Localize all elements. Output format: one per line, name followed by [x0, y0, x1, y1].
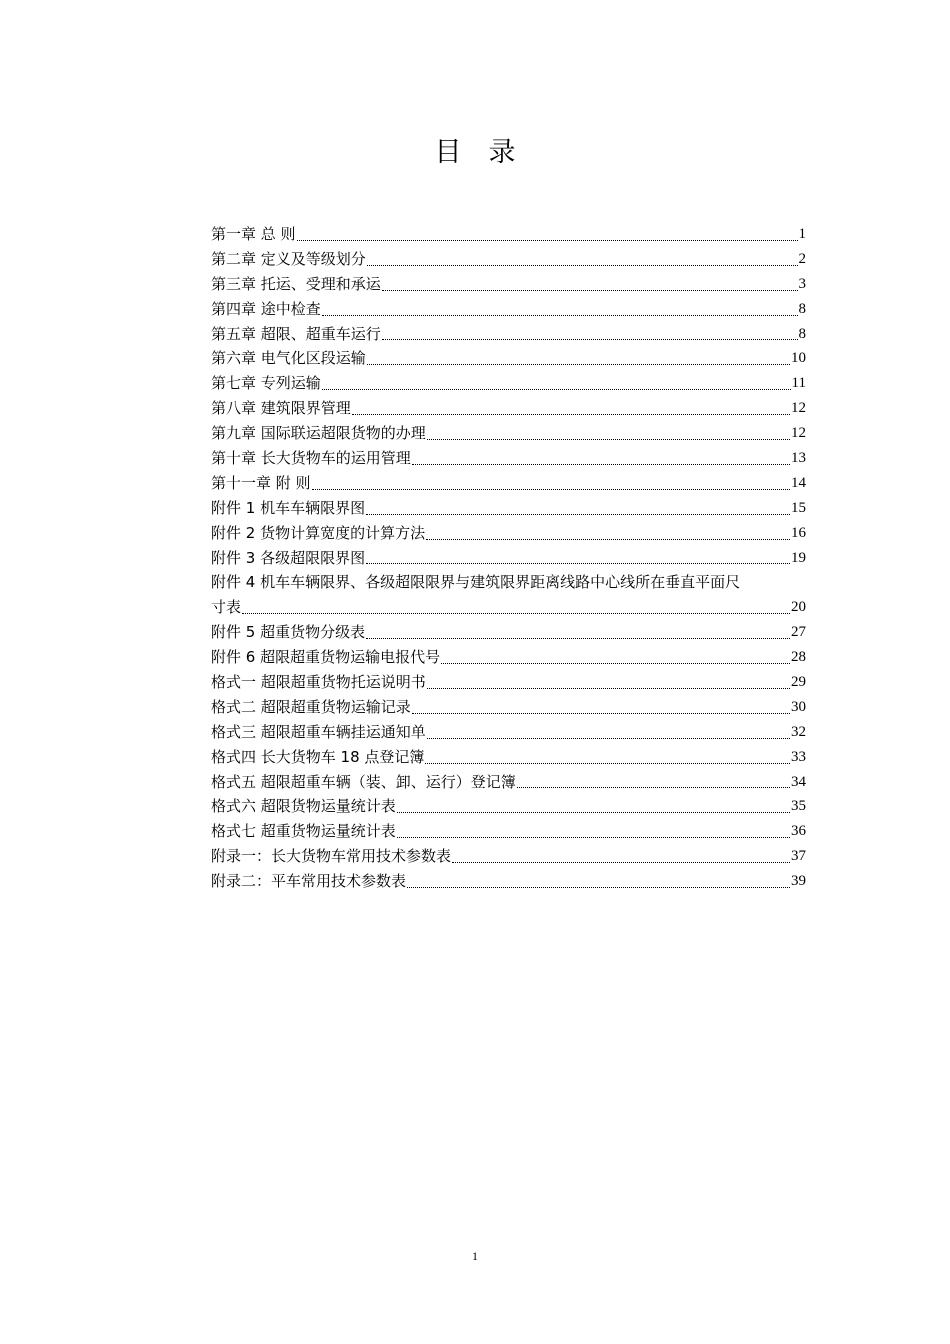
- toc-entry-page: 8: [798, 325, 806, 342]
- footer-page-number: 1: [472, 1249, 478, 1263]
- toc-entry[interactable]: [211, 421, 806, 446]
- toc-entry-label: 附录二：平车常用技术参数表: [211, 872, 407, 891]
- toc-dot-leader: [366, 620, 790, 645]
- toc-entry-label: 第二章 定义及等级划分: [211, 249, 366, 268]
- toc-entry-label-continued: 寸表: [211, 598, 242, 617]
- toc-dot-leader: [427, 670, 790, 695]
- toc-entry[interactable]: [211, 446, 806, 471]
- toc-entry-page: 12: [791, 425, 806, 442]
- toc-dot-leader: [242, 595, 790, 620]
- toc-entry-label: 附件 4 机车车辆限界、各级超限限界与建筑限界距离线路中心线所在垂直平面尺: [211, 573, 741, 592]
- toc-entry-label: 格式六 超限货物运量统计表: [211, 797, 396, 816]
- toc-entry-label: 格式四 长大货物车 18 点登记簿: [211, 747, 425, 766]
- toc-entry[interactable]: [211, 570, 806, 620]
- toc-dot-leader: [367, 247, 798, 272]
- toc-dot-leader: [425, 745, 790, 770]
- toc-entry-page: 10: [791, 350, 806, 367]
- toc-dot-leader: [297, 222, 798, 247]
- toc-dot-leader: [397, 819, 790, 844]
- toc-entry-label: 附件 1 机车车辆限界图: [211, 498, 366, 517]
- toc-dot-leader: [382, 272, 798, 297]
- toc-dot-leader: [367, 346, 790, 371]
- toc-entry-page: 14: [791, 474, 806, 491]
- toc-entry[interactable]: [211, 322, 806, 347]
- toc-entry-label: 第六章 电气化区段运输: [211, 349, 366, 368]
- toc-entry[interactable]: [211, 794, 806, 819]
- toc-entry[interactable]: [211, 272, 806, 297]
- toc-dot-leader: [322, 297, 798, 322]
- toc-entry-label: 附录一：长大货物车常用技术参数表: [211, 847, 452, 866]
- toc-entry[interactable]: [211, 521, 806, 546]
- table-of-contents: [211, 222, 806, 894]
- toc-dot-leader: [452, 844, 790, 869]
- toc-entry-page: 12: [791, 400, 806, 417]
- toc-entry[interactable]: [211, 695, 806, 720]
- toc-dot-leader: [366, 546, 790, 571]
- toc-dot-leader: [352, 396, 790, 421]
- toc-entry[interactable]: [211, 770, 806, 795]
- toc-entry[interactable]: [211, 222, 806, 247]
- toc-entry-page: 11: [791, 375, 806, 392]
- toc-entry-label: 第七章 专列运输: [211, 374, 321, 393]
- toc-entry-page: 36: [791, 823, 806, 840]
- toc-entry-label: 第九章 国际联运超限货物的办理: [211, 424, 426, 443]
- toc-entry-page: 30: [791, 698, 806, 715]
- toc-entry-label: 第十章 长大货物车的运用管理: [211, 449, 411, 467]
- toc-entry-label: 格式二 超限超重货物运输记录: [211, 697, 411, 716]
- toc-dot-leader: [312, 471, 790, 496]
- toc-entry-page: 19: [791, 549, 806, 566]
- toc-entry[interactable]: [211, 720, 806, 745]
- toc-dot-leader: [322, 371, 791, 396]
- toc-entry[interactable]: [211, 844, 806, 869]
- toc-entry-page: 15: [791, 499, 806, 516]
- toc-entry-page: 32: [791, 723, 806, 740]
- toc-dot-leader: [412, 446, 790, 471]
- toc-entry[interactable]: [211, 620, 806, 645]
- toc-dot-leader: [517, 770, 790, 795]
- toc-entry-label: 第十一章 附 则: [211, 473, 311, 492]
- toc-entry[interactable]: [211, 346, 806, 371]
- toc-entry-page: 8: [798, 300, 806, 317]
- toc-entry-label: 第一章 总 则: [211, 224, 296, 243]
- toc-entry[interactable]: [211, 670, 806, 695]
- toc-entry-label: 附件 5 超重货物分级表: [211, 623, 366, 642]
- toc-entry-page: 13: [791, 450, 806, 466]
- toc-entry-page: 29: [791, 674, 806, 691]
- toc-entry[interactable]: [211, 396, 806, 421]
- toc-dot-leader: [412, 695, 790, 720]
- toc-entry-label: 附件 2 货物计算宽度的计算方法: [211, 523, 426, 542]
- toc-dot-leader: [427, 720, 790, 745]
- toc-entry-page: 39: [791, 873, 806, 890]
- toc-entry[interactable]: [211, 247, 806, 272]
- toc-entry[interactable]: [211, 496, 806, 521]
- page-title: 目 录: [434, 137, 516, 168]
- toc-dot-leader: [426, 521, 790, 546]
- toc-entry-label: 第四章 途中检查: [211, 299, 321, 318]
- toc-entry[interactable]: [211, 546, 806, 571]
- toc-dot-leader: [397, 794, 790, 819]
- toc-entry-page: 37: [791, 848, 806, 865]
- toc-dot-leader: [407, 869, 790, 894]
- toc-dot-leader: [427, 421, 790, 446]
- toc-dot-leader: [366, 496, 790, 521]
- toc-entry-label: 第五章 超限、超重车运行: [211, 324, 381, 343]
- toc-entry-page: 16: [791, 524, 806, 541]
- toc-entry-page: 34: [791, 773, 806, 790]
- toc-entry-label: 第三章 托运、受理和承运: [211, 274, 381, 293]
- toc-entry-label: 格式一 超限超重货物托运说明书: [211, 673, 426, 692]
- toc-entry[interactable]: [211, 645, 806, 670]
- toc-entry-label: 格式七 超重货物运量统计表: [211, 822, 396, 841]
- toc-entry-page: 3: [798, 275, 806, 292]
- toc-entry-page: 27: [791, 624, 806, 641]
- toc-entry-label: 附件 3 各级超限限界图: [211, 548, 366, 567]
- toc-entry-label: 第八章 建筑限界管理: [211, 399, 351, 418]
- toc-entry[interactable]: [211, 297, 806, 322]
- toc-entry-label: 附件 6 超限超重货物运输电报代号: [211, 648, 441, 667]
- toc-entry-page: 35: [791, 798, 806, 815]
- toc-entry[interactable]: [211, 869, 806, 894]
- toc-entry-page: 1: [798, 225, 806, 242]
- toc-entry[interactable]: [211, 745, 806, 770]
- toc-dot-leader: [382, 322, 798, 347]
- toc-entry-page: 28: [791, 649, 806, 666]
- toc-entry[interactable]: [211, 819, 806, 844]
- toc-entry[interactable]: [211, 471, 806, 496]
- toc-entry[interactable]: [211, 371, 806, 396]
- toc-entry-label: 格式五 超限超重车辆（装、卸、运行）登记簿: [211, 772, 516, 791]
- toc-entry-page: 33: [791, 748, 806, 765]
- toc-entry-label: 格式三 超限超重车辆挂运通知单: [211, 722, 426, 741]
- toc-entry-page: 20: [791, 599, 806, 616]
- toc-entry-page: 2: [798, 250, 806, 267]
- toc-dot-leader: [441, 645, 790, 670]
